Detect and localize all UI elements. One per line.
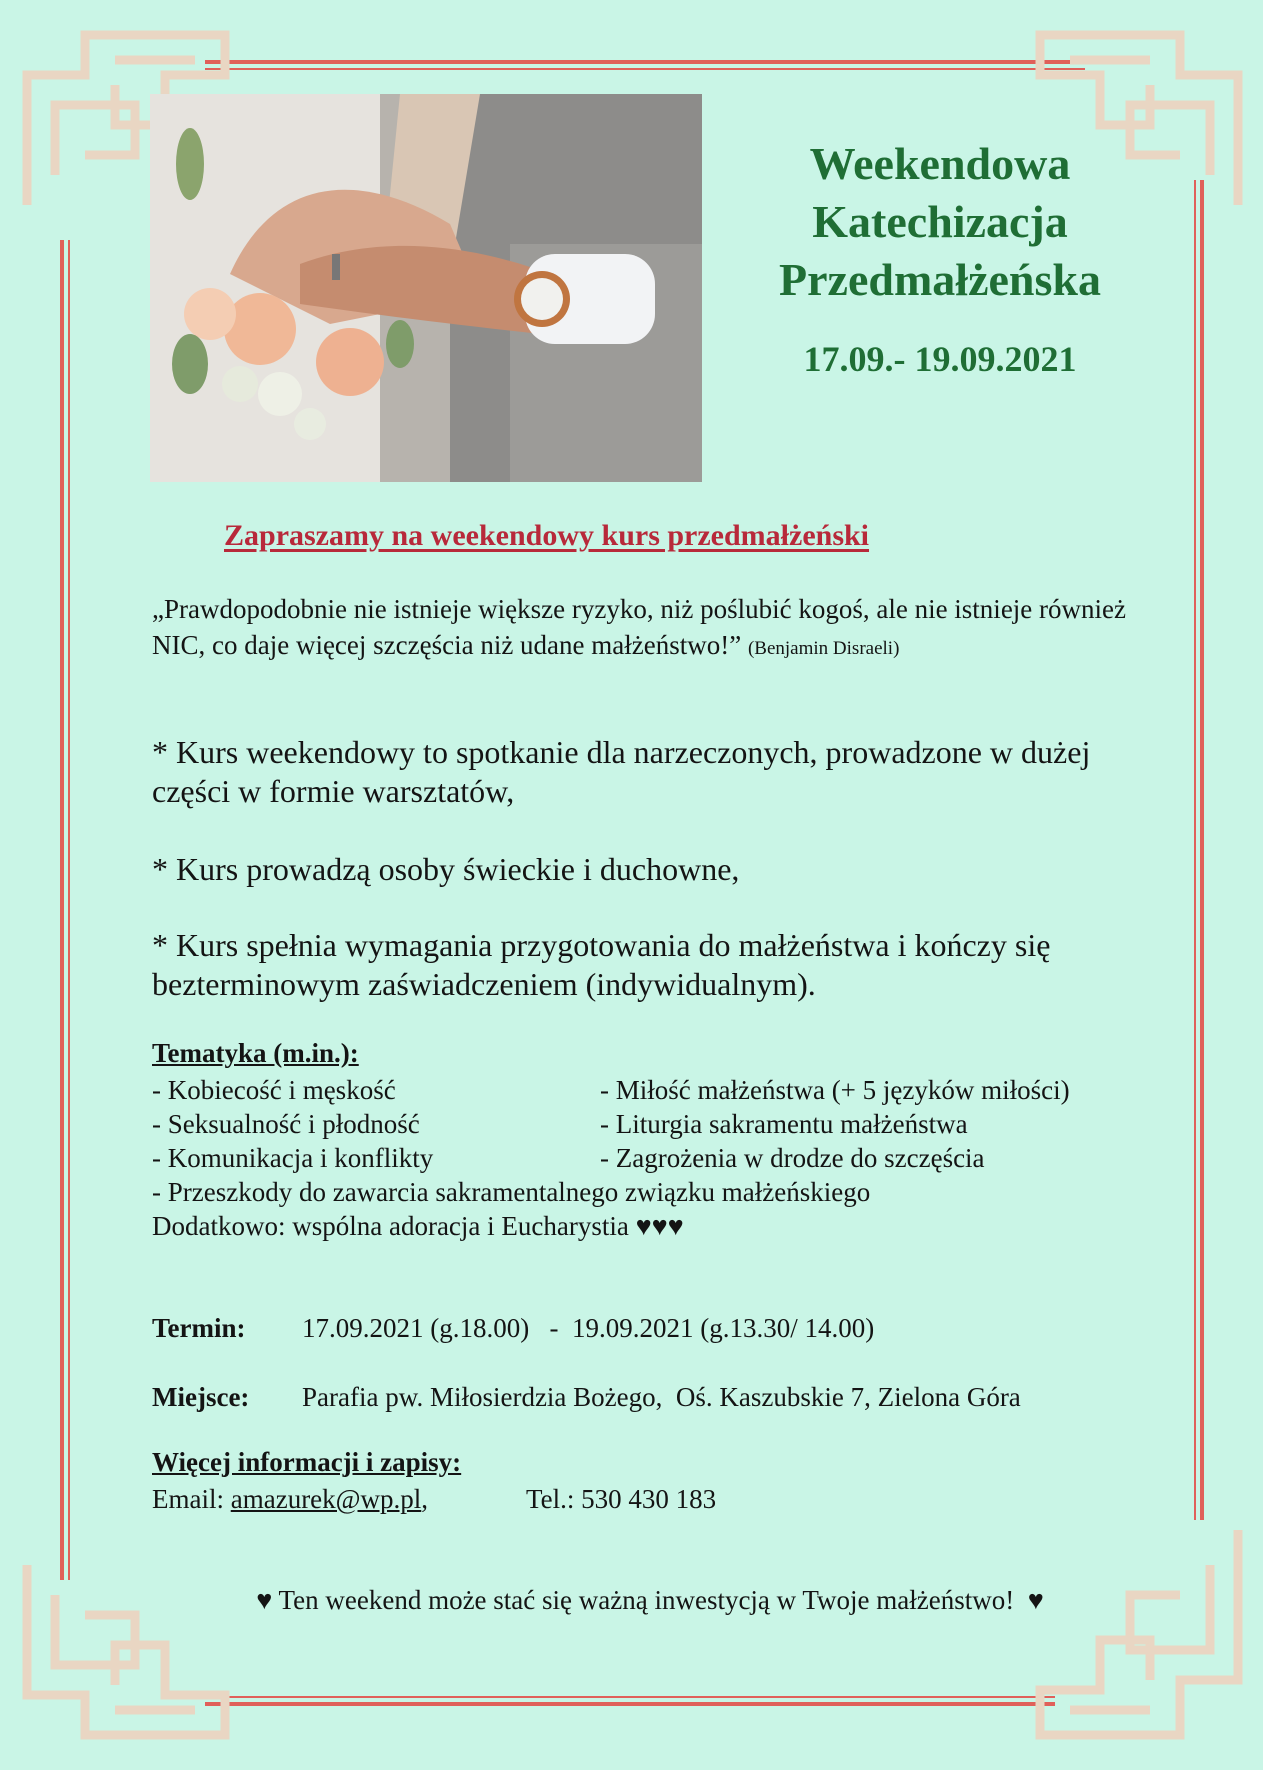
topic-item: - Zagrożenia w drodze do szczęścia (600, 1143, 985, 1173)
term-label: Termin: (152, 1313, 246, 1343)
title-line-2: Katechizacja (812, 196, 1068, 247)
quote-text: „Prawdopodobnie nie istnieje większe ryzyko, niż poślubić kogoś, ale nie istnieje również NIC, co daje więcej szczęścia niż udane małżeństwo!” (152, 594, 1126, 660)
frame-bottom-inner (205, 1696, 1055, 1698)
contact-heading: Więcej informacji i zapisy: (152, 1447, 462, 1477)
title-line-3: Przedmałżeńska (779, 254, 1101, 305)
topic-item: - Komunikacja i konflikty (152, 1143, 434, 1173)
title-line-1: Weekendowa (809, 138, 1071, 189)
phone: Tel.: 530 430 183 (526, 1484, 717, 1514)
quote (152, 591, 1152, 667)
place-label: Miejsce: (152, 1382, 250, 1412)
frame-right-inner (1194, 180, 1196, 1520)
topic-item: - Seksualność i płodność (152, 1109, 420, 1139)
topics-heading: Tematyka (m.in.): (152, 1038, 359, 1068)
corner-ornament-bottom-right (1020, 1520, 1250, 1755)
email-line (152, 1484, 428, 1515)
place-value: Parafia pw. Miłosierdzia Bożego, Oś. Kaszubskie 7, Zielona Góra (302, 1382, 1021, 1412)
page-title (700, 135, 1180, 309)
wedding-photo (150, 94, 702, 482)
email-label: Email: (152, 1484, 224, 1514)
topics-extra: Dodatkowo: wspólna adoracja i Eucharystia ♥♥♥ (152, 1211, 684, 1241)
topic-item: - Przeszkody do zawarcia sakramentalnego związku małżeńskiego (152, 1177, 871, 1207)
topic-item: - Miłość małżeństwa (+ 5 języków miłości) (600, 1075, 1070, 1105)
email-suffix: , (421, 1484, 429, 1514)
title-dates: 17.09.- 19.09.2021 (803, 339, 1077, 379)
quote-author: (Benjamin Disraeli) (747, 638, 900, 659)
frame-top-inner (205, 68, 1085, 70)
invite-heading: Zapraszamy na weekendowy kurs przedmałżeński (224, 519, 870, 552)
frame-left-inner (68, 240, 70, 1580)
point-2: * Kurs prowadzą osoby świeckie i duchowne, (152, 851, 740, 887)
frame-right (1200, 180, 1204, 1520)
frame-top (205, 60, 1085, 64)
footer-text: ♥ Ten weekend może stać się ważną inwestycją w Twoje małżeństwo! ♥ (256, 1585, 1044, 1615)
frame-bottom (205, 1702, 1055, 1706)
term-value: 17.09.2021 (g.18.00) - 19.09.2021 (g.13.30/ 14.00) (302, 1313, 875, 1343)
frame-left (60, 240, 64, 1580)
topic-item: - Kobiecość i męskość (152, 1075, 396, 1105)
email-link[interactable]: amazurek@wp.pl (230, 1484, 422, 1514)
topic-item: - Liturgia sakramentu małżeństwa (600, 1109, 968, 1139)
point-3: * Kurs spełnia wymagania przygotowania do małżeństwa i kończy się bezterminowym zaświadczeniem (indywidualnym). (152, 927, 1051, 1002)
point-1: * Kurs weekendowy to spotkanie dla narzeczonych, prowadzone w dużej części w formie warsztatów, (152, 734, 1091, 809)
